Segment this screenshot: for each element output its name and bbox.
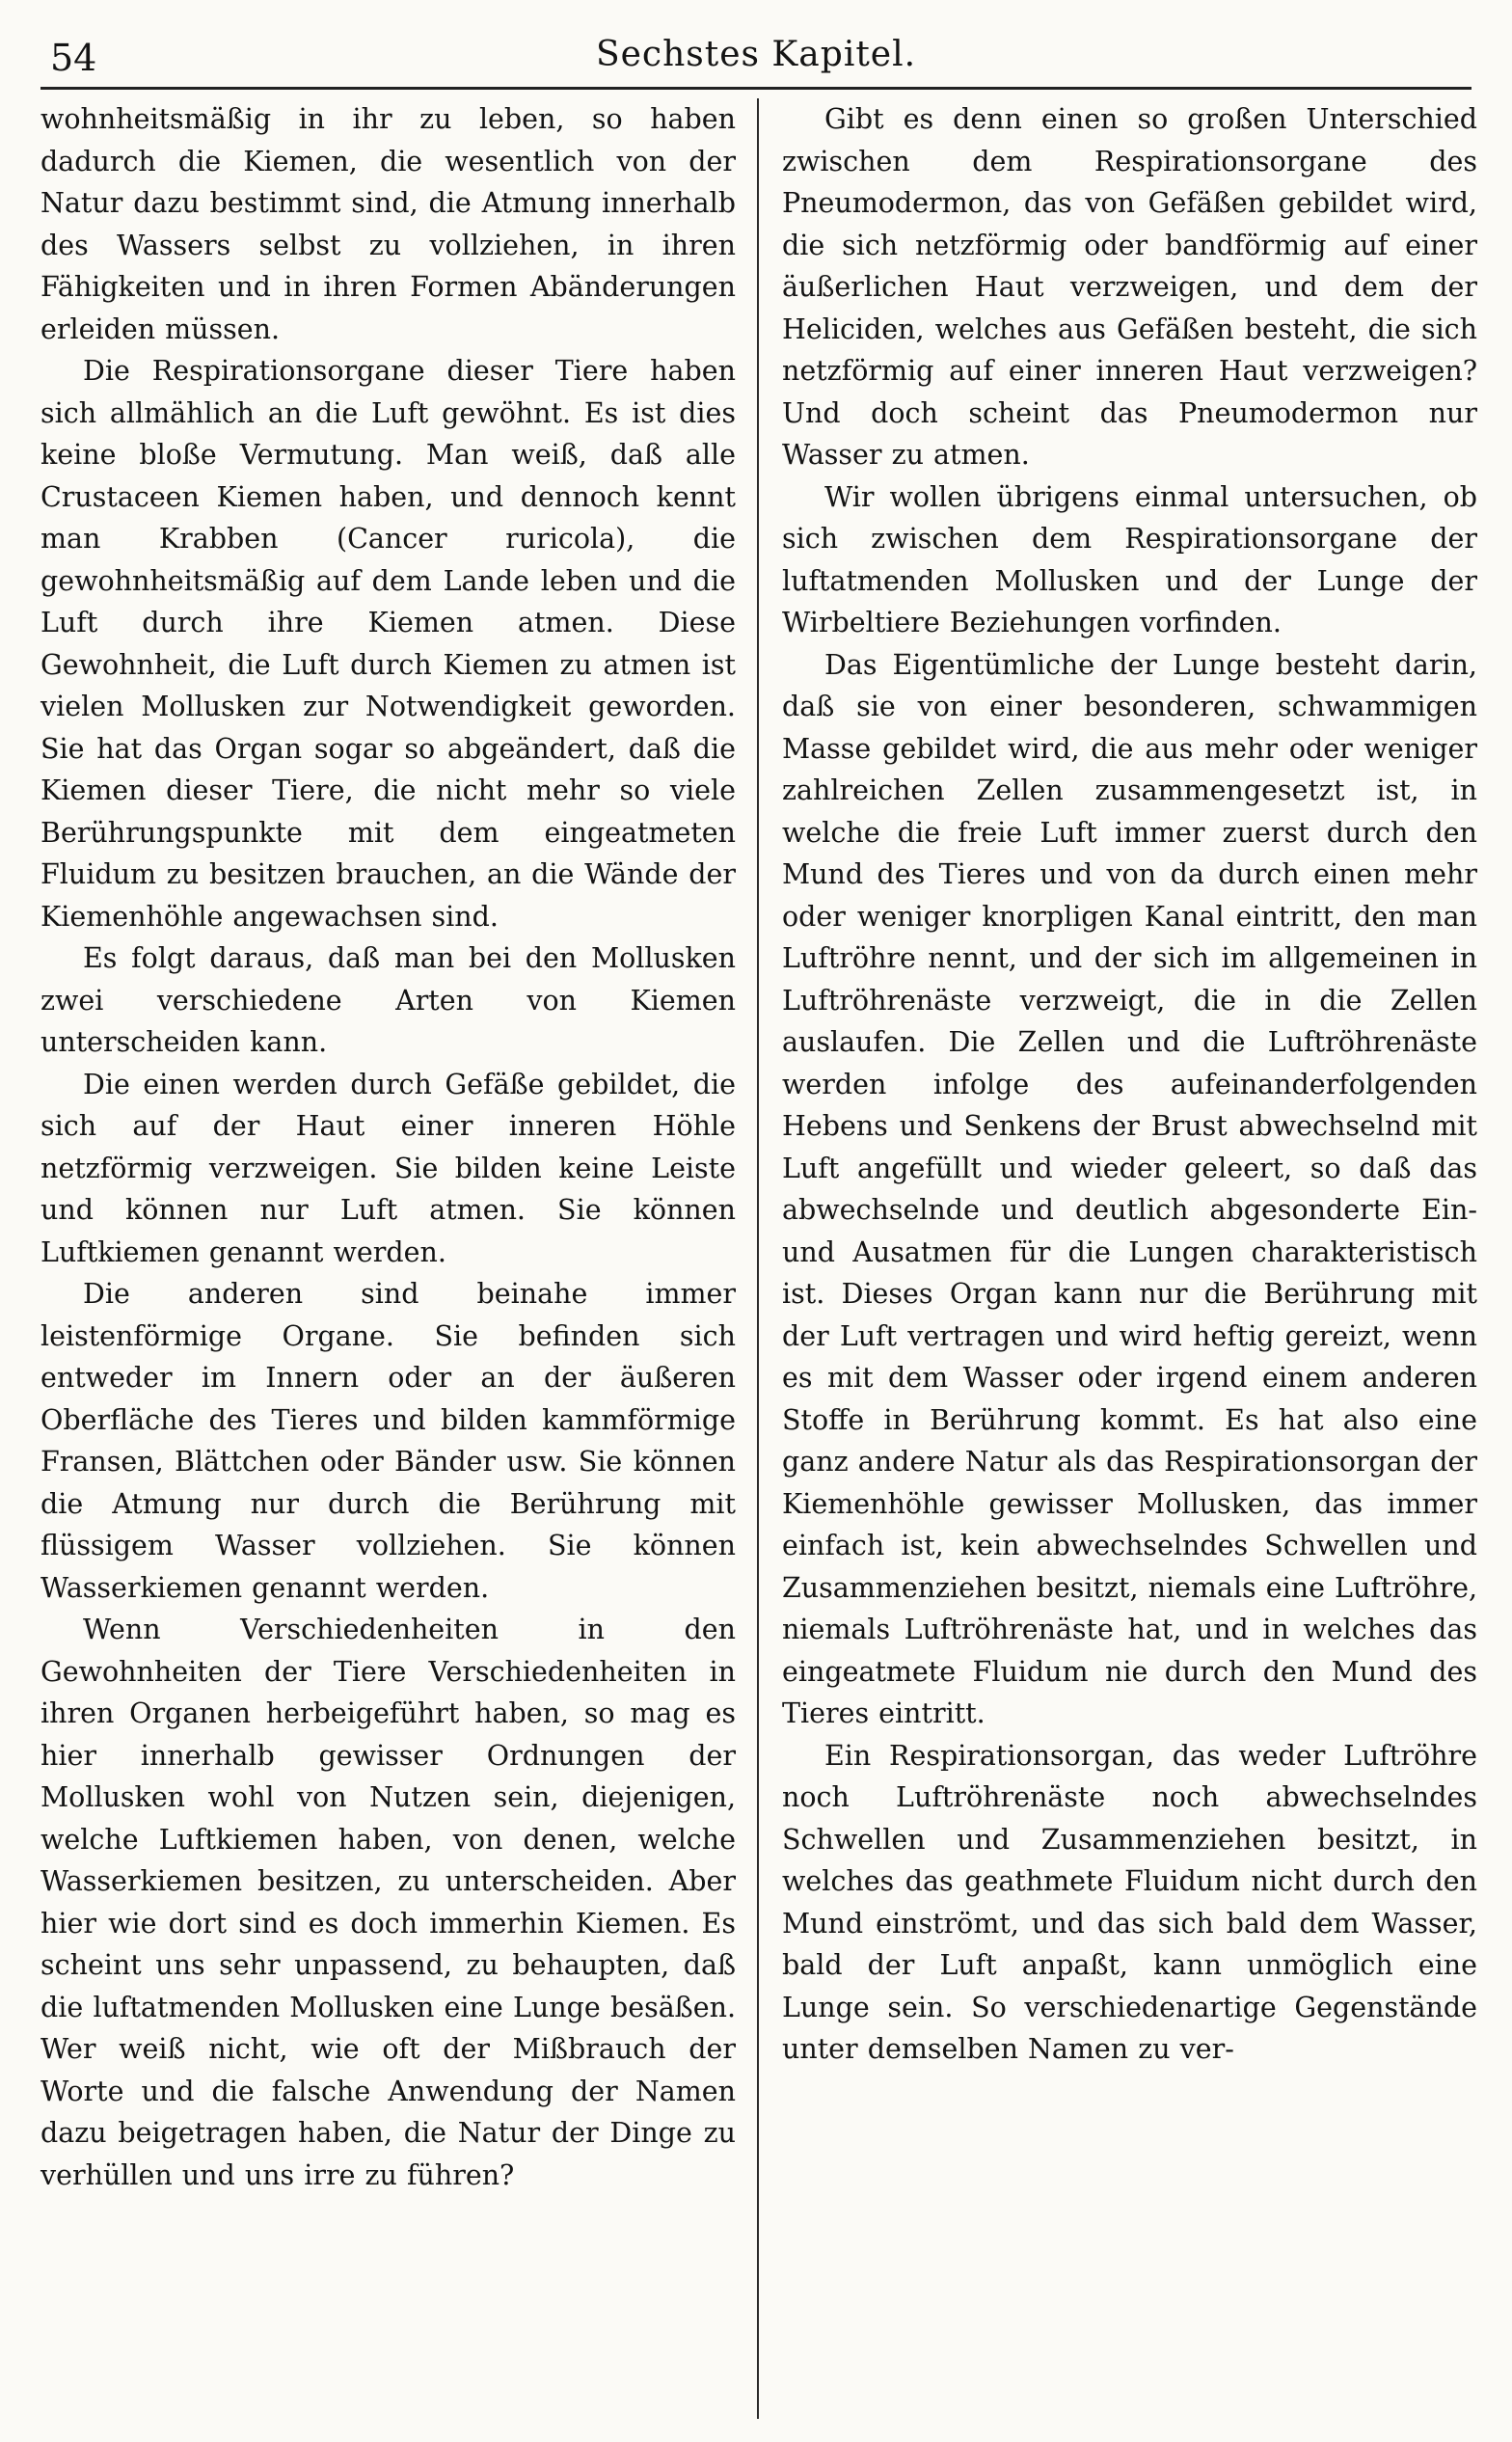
paragraph: Es folgt daraus, daß man bei den Mollusken zwei verschiedene Arten von Kiemen unterscheiden kann. — [40, 942, 736, 1058]
left-column — [40, 98, 757, 2419]
right-column — [759, 98, 1477, 2419]
paragraph: wohnheitsmäßig in ihr zu leben, so haben dadurch die Kiemen, die wesentlich von der Natur dazu bestimmt sind, die Atmung innerhalb des Wassers selbst zu vollziehen, in ihren Fähigkeiten und in ihren Formen Abänderungen erleiden müssen. — [40, 103, 736, 345]
paragraph: Gibt es denn einen so großen Unterschied zwischen dem Respirationsorgane des Pneumodermon, das von Gefäßen gebildet wird, die sich netzförmig oder bandförmig auf einer äußerlichen Haut verzweigen, und dem der Heliciden, welches aus Gefäßen besteht, die sich netzförmig auf einer inneren Haut verzweigen? Und doch scheint das Pneumodermon nur Wasser zu atmen. — [782, 103, 1477, 471]
running-head — [40, 31, 1472, 90]
paragraph: Das Eigentümliche der Lunge besteht darin, daß sie von einer besonderen, schwammigen Masse gebildet wird, die aus mehr oder weniger zahlreichen Zellen zusammengesetzt ist, in welche die freie Luft immer zuerst durch den Mund des Tieres und von da durch einen mehr oder weniger knorpligen Kanal eintritt, den man Luftröhre nennt, und der sich im allgemeinen in Luftröhrenäste verzweigt, die in die Zellen auslaufen. Die Zellen und die Luftröhrenäste werden infolge des aufeinanderfolgenden Hebens und Senkens der Brust abwechselnd mit Luft angefüllt und wieder geleert, so daß das abwechselnde und deutlich abgesonderte Ein- und Ausatmen für die Lungen charakteristisch ist. Dieses Organ kann nur die Berührung mit der Luft vertragen und wird heftig gereizt, wenn es mit dem Wasser oder irgend einem anderen Stoffe in Berührung kommt. Es hat also eine ganz andere Natur als das Respirationsorgan der Kiemenhöhle gewisser Mollusken, das immer einfach ist, kein abwechselndes Schwellen und Zusammenziehen besitzt, niemals eine Luftröhre, niemals Luftröhrenäste hat, und in welches das eingeatmete Fluidum nie durch den Mund des Tieres eintritt. — [782, 648, 1477, 1729]
paragraph: Wenn Verschiedenheiten in den Gewohnheiten der Tiere Verschiedenheiten in ihren Organen herbeigeführt haben, so mag es hier innerhalb gewisser Ordnungen der Mollusken wohl von Nutzen sein, diejenigen, welche Luftkiemen haben, von denen, welche Wasserkiemen besitzen, zu unterscheiden. Aber hier wie dort sind es doch immerhin Kiemen. Es scheint uns sehr unpassend, zu behaupten, daß die luftatmenden Mollusken eine Lunge besäßen. Wer weiß nicht, wie oft der Mißbrauch der Worte und die falsche Anwendung der Namen dazu beigetragen haben, die Natur der Dinge zu verhüllen und uns irre zu führen? — [40, 1614, 736, 2191]
paragraph: Die einen werden durch Gefäße gebildet, die sich auf der Haut einer inneren Höhle netzförmig verzweigen. Sie bilden keine Leiste und können nur Luft atmen. Sie können Luftkiemen genannt werden. — [40, 1068, 736, 1268]
paragraph: Die anderen sind beinahe immer leistenförmige Organe. Sie befinden sich entweder im Innern oder an der äußeren Oberfläche des Tieres und bilden kammförmige Fransen, Blättchen oder Bänder usw. Sie können die Atmung nur durch die Berührung mit flüssigem Wasser vollziehen. Sie können Wasserkiemen genannt werden. — [40, 1278, 736, 1604]
paragraph: Die Respirationsorgane dieser Tiere haben sich allmählich an die Luft gewöhnt. Es ist dies keine bloße Vermutung. Man weiß, daß alle Crustaceen Kiemen haben, und dennoch kennt man Krabben (Cancer ruricola), die gewohnheitsmäßig auf dem Lande leben und die Luft durch ihre Kiemen atmen. Diese Gewohnheit, die Luft durch Kiemen zu atmen ist vielen Mollusken zur Notwendigkeit geworden. Sie hat das Organ sogar so abgeändert, daß die Kiemen dieser Tiere, die nicht mehr so viele Berührungspunkte mit dem eingeatmeten Fluidum zu besitzen brauchen, an die Wände der Kiemenhöhle angewachsen sind. — [40, 355, 736, 933]
text-columns — [40, 98, 1477, 2419]
page-number: 54 — [50, 37, 97, 79]
paragraph: Ein Respirationsorgan, das weder Luftröhre noch Luftröhrenäste noch abwechselndes Schwellen und Zusammenziehen besitzt, in welches das geathmete Fluidum nicht durch den Mund einströmt, und das sich bald dem Wasser, bald der Luft anpaßt, kann unmöglich eine Lunge sein. So verschiedenartige Gegenstände unter demselben Namen zu ver- — [782, 1739, 1477, 2065]
chapter-title: Sechstes Kapitel. — [595, 35, 917, 74]
paragraph: Wir wollen übrigens einmal untersuchen, ob sich zwischen dem Respirationsorgane der luftatmenden Mollusken und der Lunge der Wirbeltiere Beziehungen vorfinden. — [782, 480, 1477, 638]
